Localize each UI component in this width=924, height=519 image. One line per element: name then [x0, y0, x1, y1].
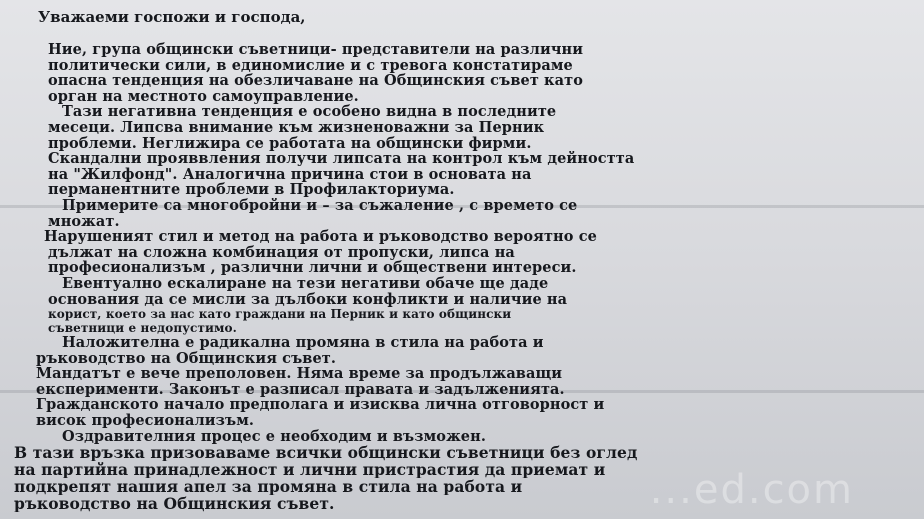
text-line: Евентуално ескалиране на тези негативи обаче ще даде — [62, 275, 549, 292]
text-line: проблеми. Неглижира се работата на общински фирми. — [48, 135, 532, 152]
text-line: Наложителна е радикална промяна в стила на работа и — [62, 335, 544, 351]
watermark: ...ed.com — [649, 467, 854, 513]
letter-body — [14, 8, 914, 512]
text-line: професионализъм , различни лични и обществени интереси. — [48, 260, 577, 276]
text-line: политически сили, в единомислие и с тревога констатираме — [48, 57, 573, 74]
text-line: Гражданското начало предполага и изисква лична отговорност и — [36, 397, 605, 414]
text-line: месеци. Липсва внимание към жизненоважни за Перник — [48, 119, 545, 136]
text-line: орган на местното самоуправление. — [48, 88, 359, 105]
text-line: Оздравителния процес е необходим и възможен. — [62, 428, 486, 445]
text-line: множат. — [48, 213, 120, 230]
text-line: опасна тенденция на обезличаване на Общинския съвет като — [48, 73, 583, 89]
salutation: Уважаеми госпожи и господа, — [38, 8, 306, 26]
text-line: ръководство на Общинския съвет. — [14, 495, 335, 513]
text-line: перманентните проблеми в Профилакториума. — [48, 182, 455, 198]
text-line: на "Жилфонд". Аналогична причина стои в основата на — [48, 166, 532, 183]
text-line: Мандатът е вече преполовен. Няма време за продължаващи — [36, 366, 563, 382]
text-line: дължат на сложна комбинация от пропуски, липса на — [48, 244, 515, 261]
text-line: основания да се мисли за дълбоки конфликти и наличие на — [48, 291, 568, 308]
text-line: ръководство на Общинския съвет. — [36, 350, 337, 367]
text-line: Нарушеният стил и метод на работа и ръководство вероятно се — [44, 229, 597, 245]
text-line: съветници е недопустимо. — [48, 321, 237, 336]
text-line: подкрепят нашия апел за промяна в стила на работа и — [14, 478, 523, 496]
text-line: висок професионализъм. — [36, 413, 255, 429]
text-line: корист, което за нас като граждани на Перник и като общински — [48, 307, 512, 322]
text-line: Тази негативна тенденция е особено видна в последните — [62, 104, 557, 120]
text-line: Примерите са многобройни и – за съжаление , с времето се — [62, 197, 578, 214]
text-line: В тази връзка призоваваме всички общински съветници без оглед — [14, 444, 638, 462]
text-line: Скандални прояввления получи липсата на контрол към дейността — [48, 151, 635, 167]
text-line: на партийна принадлежност и лични пристрастия да приемат и — [14, 461, 606, 479]
text-line: експерименти. Законът е разписал правата и задълженията. — [36, 381, 565, 398]
text-line: Ние, група общински съветници- представители на различни — [48, 42, 584, 58]
